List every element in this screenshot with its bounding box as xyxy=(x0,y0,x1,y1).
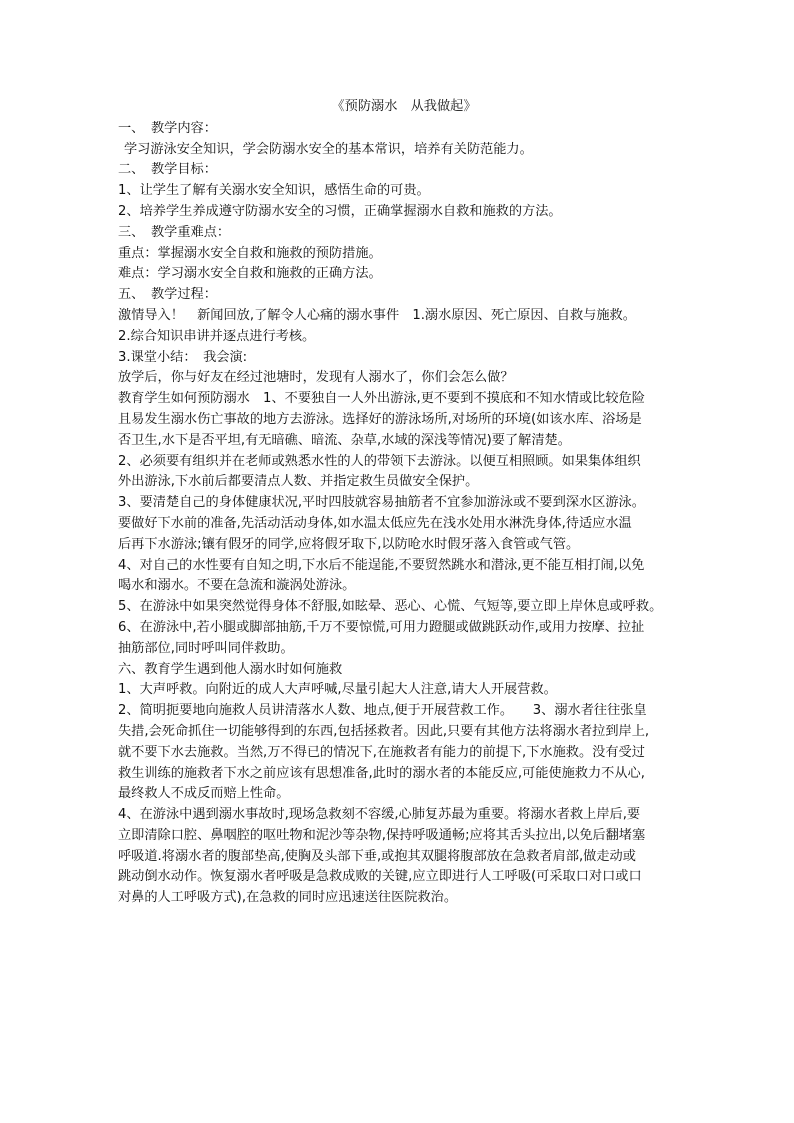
paragraph-line: 要做好下水前的准备,先活动活动身体,如水温太低应先在浅水处用水淋洗身体,待适应水温 xyxy=(118,515,632,531)
paragraph-line: 跳动倒水动作。恢复溺水者呼吸是急救成败的关键,应立即进行人工呼吸(可采取口对口或口 xyxy=(118,869,642,885)
paragraph-line: 难点：学习溺水安全自救和施救的正确方法。 xyxy=(118,266,382,282)
paragraph-line: 学习游泳安全知识，学会防溺水安全的基本常识，培养有关防范能力。 xyxy=(124,141,533,157)
paragraph-line: 最终救人不成反而赔上性命。 xyxy=(118,786,290,802)
paragraph-line: 放学后，你与好友在经过池塘时，发现有人溺水了，你们会怎么做？ xyxy=(118,370,514,386)
paragraph-line: 救生训练的施救者下水之前应该有思想准备,此时的溺水者的本能反应,可能使施救力不从心, xyxy=(118,765,645,781)
paragraph-line: 激情导入！ 新闻回放,了解令人心痛的溺水事件 1.溺水原因、死亡原因、自救与施救。 xyxy=(118,307,636,323)
paragraph-line: 2、培养学生养成遵守防溺水安全的习惯，正确掌握溺水自救和施救的方法。 xyxy=(118,203,562,219)
section-heading: 五、 教学过程： xyxy=(118,287,217,303)
section-heading: 一、 教学内容： xyxy=(118,120,217,136)
paragraph-line: 对鼻的人工呼吸方式),在急救的同时应迅速送往医院救治。 xyxy=(118,890,458,906)
section-heading: 三、 教学重难点： xyxy=(118,224,231,240)
paragraph-line: 且易发生溺水伤亡事故的地方去游泳。选择好的游泳场所,对场所的环境(如该水库、浴场是 xyxy=(118,411,642,427)
paragraph-line: 2、必须要有组织并在老师或熟悉水性的人的带领下去游泳。以便互相照顾。如果集体组织 xyxy=(118,453,641,469)
paragraph-line: 教育学生如何预防溺水 1、不要独自一人外出游泳,更不要到不摸底和不知水情或比较危险 xyxy=(118,391,645,407)
page-title: 《预防溺水 从我做起》 xyxy=(331,99,477,114)
paragraph-line: 失措,会死命抓住一切能够得到的东西,包括拯救者。因此,只要有其他方法将溺水者拉到岸上, xyxy=(118,723,650,739)
paragraph-line: 4、在游泳中遇到溺水事故时,现场急救刻不容缓,心肺复苏最为重要。将溺水者救上岸后,要 xyxy=(118,807,641,823)
paragraph-line: 3、要清楚自己的身体健康状况,平时四肢就容易抽筋者不宜参加游泳或不要到深水区游泳。 xyxy=(118,495,645,511)
paragraph-line: 后再下水游泳;镶有假牙的同学,应将假牙取下,以防呛水时假牙落入食管或气管。 xyxy=(118,536,580,552)
section-heading: 二、 教学目标： xyxy=(118,162,217,178)
paragraph-line: 5、在游泳中如果突然觉得身体不舒服,如眩晕、恶心、心慌、气短等,要立即上岸休息或呼救。 xyxy=(118,599,663,615)
paragraph-line: 就不要下水去施救。当然,万不得已的情况下,在施救者有能力的前提下,下水施救。没有受过 xyxy=(118,744,645,760)
paragraph-line: 立即清除口腔、鼻咽腔的呕吐物和泥沙等杂物,保持呼吸通畅;应将其舌头拉出,以免后翻堵塞 xyxy=(118,827,646,843)
paragraph-line: 4、对自己的水性要有自知之明,下水后不能逞能,不要贸然跳水和潜泳,更不能互相打闹,以免 xyxy=(118,557,645,573)
paragraph-line: 2.综合知识串讲并逐点进行考核。 xyxy=(118,328,316,344)
paragraph-line: 2、简明扼要地向施救人员讲清落水人数、地点,便于开展营救工作。 3、溺水者往往张皇 xyxy=(118,703,647,719)
paragraph-line: 否卫生,水下是否平坦,有无暗礁、暗流、杂草,水域的深浅等情况)要了解清楚。 xyxy=(118,432,571,448)
paragraph-line: 6、在游泳中,若小腿或脚部抽筋,千万不要惊慌,可用力蹬腿或做跳跃动作,或用力按摩、拉扯 xyxy=(118,619,645,635)
paragraph-line: 重点：掌握溺水安全自救和施救的预防措施。 xyxy=(118,245,382,261)
paragraph-line: 1、让学生了解有关溺水安全知识，感悟生命的可贵。 xyxy=(118,183,430,199)
section-heading: 六、教育学生遇到他人溺水时如何施救 xyxy=(118,661,343,677)
paragraph-line: 喝水和溺水。不要在急流和漩涡处游泳。 xyxy=(118,578,356,594)
paragraph-line: 外出游泳,下水前后都要清点人数、并指定救生员做安全保护。 xyxy=(118,474,479,490)
paragraph-line: 呼吸道.将溺水者的腹部垫高,使胸及头部下垂,或抱其双腿将腹部放在急救者肩部,做走动或 xyxy=(118,848,636,864)
paragraph-line: 1、大声呼救。向附近的成人大声呼喊,尽量引起大人注意,请大人开展营救。 xyxy=(118,682,557,698)
document-page xyxy=(118,97,690,909)
paragraph-line: 3.课堂小结： 我会演: xyxy=(118,349,248,365)
paragraph-line: 抽筋部位,同时呼叫同伴救助。 xyxy=(118,640,294,656)
